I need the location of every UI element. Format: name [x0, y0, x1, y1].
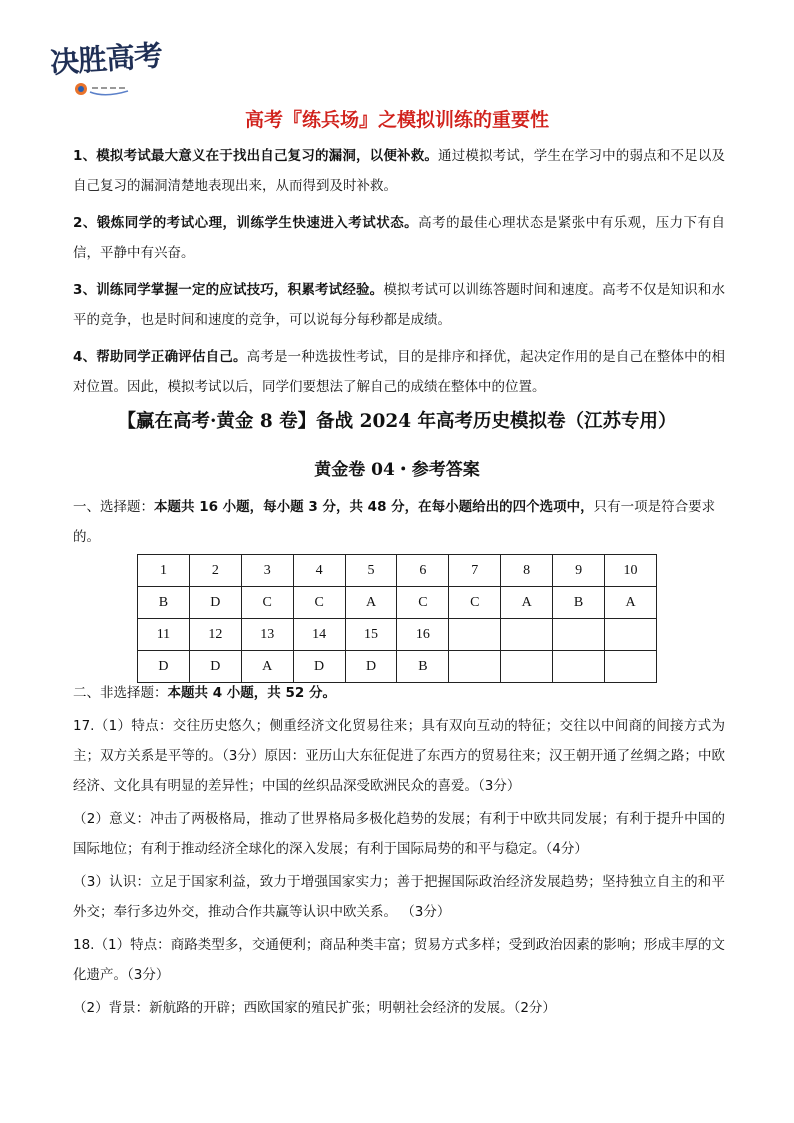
intro-section [73, 141, 725, 409]
table-cell: D [345, 651, 397, 683]
answer-table [137, 554, 657, 683]
table-cell: C [449, 587, 501, 619]
table-cell [553, 619, 605, 651]
table-cell: 14 [293, 619, 345, 651]
table-cell: 13 [241, 619, 293, 651]
section-1-bold: 本题共 16 小题，每小题 3 分，共 48 分，在每小题给出的四个选项中， [154, 499, 594, 515]
table-row [138, 651, 657, 683]
table-cell: 16 [397, 619, 449, 651]
table-cell [605, 651, 657, 683]
table-cell: 8 [501, 555, 553, 587]
document-title: 【赢在高考·黄金 8 卷】备战 2024 年高考历史模拟卷（江苏专用） [117, 411, 677, 432]
document-subtitle: 黄金卷 04・参考答案 [314, 460, 480, 480]
answers-section [73, 711, 725, 1026]
table-cell: 1 [138, 555, 190, 587]
intro-paragraph [73, 342, 725, 402]
table-cell: C [397, 587, 449, 619]
table-row [138, 587, 657, 619]
table-cell: D [293, 651, 345, 683]
intro-text: 通过模拟考试，学生在学习中的弱点和不足以及自己复习的漏洞清楚地表现出来，从而得到及时补救。 [73, 148, 725, 194]
table-cell: C [241, 587, 293, 619]
table-cell: A [605, 587, 657, 619]
table-cell: 5 [345, 555, 397, 587]
section-2-heading [73, 680, 725, 706]
intro-text: 高考是一种选拔性考试，目的是排序和择优，起决定作用的是自己在整体中的相对位置。因此，模拟考试以后，同学们要想法了解自己的成绩在整体中的位置。 [73, 349, 725, 395]
table-cell [605, 619, 657, 651]
logo [48, 38, 164, 104]
table-cell: 11 [138, 619, 190, 651]
section-1-heading [73, 492, 725, 552]
table-cell: C [293, 587, 345, 619]
intro-bold-lead: 4、帮助同学正确评估自己。 [73, 349, 247, 365]
intro-bold-lead: 1、模拟考试最大意义在于找出自己复习的漏洞，以便补救。 [73, 148, 439, 164]
banner-title: 高考『练兵场』之模拟训练的重要性 [244, 109, 549, 131]
table-cell: 15 [345, 619, 397, 651]
table-cell: A [501, 587, 553, 619]
table-cell: A [345, 587, 397, 619]
intro-bold-lead: 2、锻炼同学的考试心理，训练学生快速进入考试状态。 [73, 215, 419, 231]
table-cell: 7 [449, 555, 501, 587]
intro-paragraph [73, 141, 725, 201]
section-2-prefix: 二、非选择题： [73, 685, 168, 701]
table-cell: 12 [189, 619, 241, 651]
answer-paragraph: 17.（1）特点：交往历史悠久；侧重经济文化贸易往来；具有双向互动的特征；交往以中间商的间接方式为主；双方关系是平等的。（3分）原因：亚历山大东征促进了东西方的贸易往来；汉王朝开通了丝绸之路；中欧经济、文化具有明显的差异性；中国的丝织品深受欧洲民众的喜爱。（3分） [73, 718, 725, 794]
table-cell: 2 [189, 555, 241, 587]
logo-text: 决胜高考 [48, 38, 164, 80]
intro-paragraph [73, 275, 725, 335]
table-cell [449, 651, 501, 683]
table-cell: 3 [241, 555, 293, 587]
answer-paragraph: 18.（1）特点：商路类型多，交通便利；商品种类丰富；贸易方式多样；受到政治因素的影响；形成丰厚的文化遗产。（3分） [73, 937, 725, 983]
table-cell: B [138, 587, 190, 619]
section-2-bold: 本题共 4 小题，共 52 分。 [167, 685, 336, 701]
table-row [138, 555, 657, 587]
answer-paragraph: （2）意义：冲击了两极格局，推动了世界格局多极化趋势的发展；有利于中欧共同发展；有利于提升中国的国际地位；有利于推动经济全球化的深入发展；有利于国际局势的和平与稳定。（4分） [73, 811, 725, 857]
table-cell: 4 [293, 555, 345, 587]
logo-icon [70, 78, 140, 100]
intro-text: 高考的最佳心理状态是紧张中有乐观，压力下有自信，平静中有兴奋。 [73, 215, 725, 261]
intro-paragraph [73, 208, 725, 268]
table-cell [553, 651, 605, 683]
intro-text: 模拟考试可以训练答题时间和速度。高考不仅是知识和水平的竞争，也是时间和速度的竞争，可以说每分每秒都是成绩。 [73, 282, 725, 328]
section-1-suffix: 只有一项是符合要求的。 [73, 499, 716, 545]
section-1-prefix: 一、选择题： [73, 499, 154, 515]
table-cell: 10 [605, 555, 657, 587]
table-cell: A [241, 651, 293, 683]
intro-bold-lead: 3、训练同学掌握一定的应试技巧，积累考试经验。 [73, 282, 384, 298]
table-cell: D [189, 651, 241, 683]
table-cell [501, 619, 553, 651]
table-cell: 9 [553, 555, 605, 587]
answer-paragraph: （3）认识：立足于国家利益，致力于增强国家实力；善于把握国际政治经济发展趋势；坚持独立自主的和平外交；奉行多边外交，推动合作共赢等认识中欧关系。 （3分） [73, 874, 725, 920]
table-cell [501, 651, 553, 683]
answer-paragraph: （2）背景：新航路的开辟；西欧国家的殖民扩张；明朝社会经济的发展。（2分） [73, 1000, 556, 1016]
table-cell: B [397, 651, 449, 683]
table-row [138, 619, 657, 651]
table-cell: D [138, 651, 190, 683]
table-cell: B [553, 587, 605, 619]
table-cell: D [189, 587, 241, 619]
table-cell [449, 619, 501, 651]
table-cell: 6 [397, 555, 449, 587]
